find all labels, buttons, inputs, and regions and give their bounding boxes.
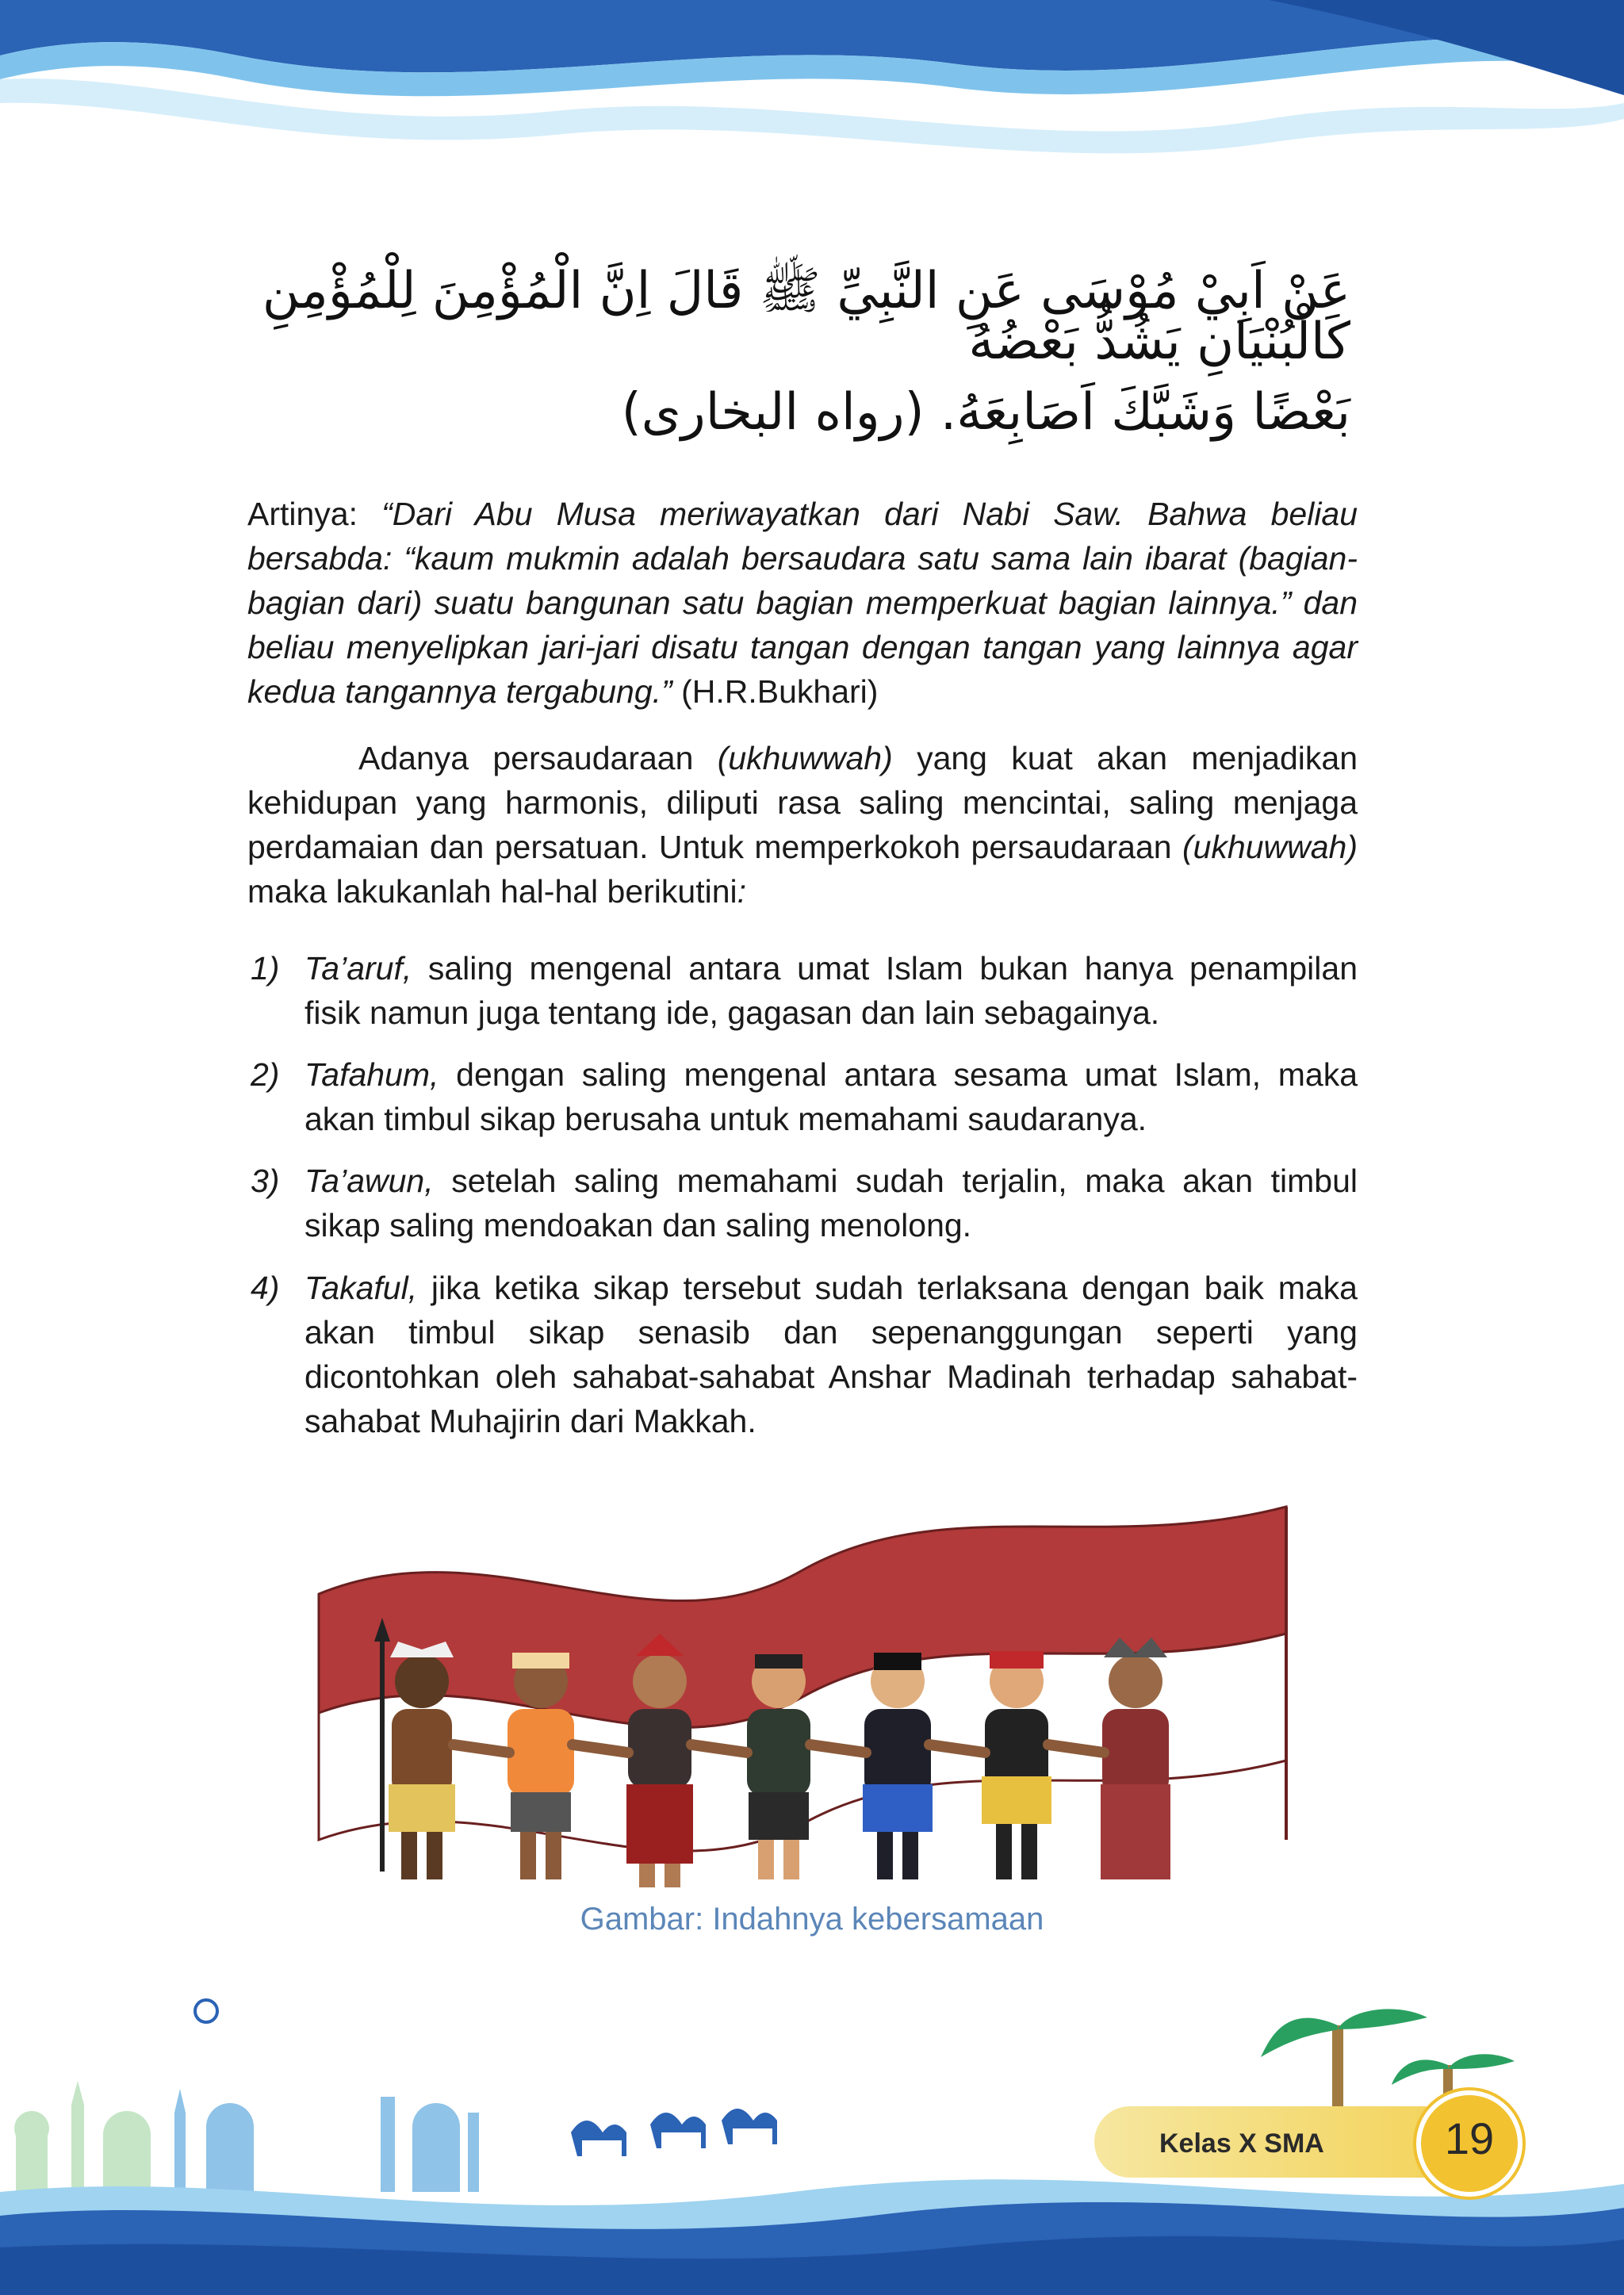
paragraph-text: Adanya persaudaraan xyxy=(358,740,718,776)
person-6 xyxy=(982,1651,1051,1879)
list-number: 2) xyxy=(251,1056,280,1093)
list-item xyxy=(247,1159,1358,1247)
list-number: 1) xyxy=(251,950,280,987)
list-text: setelah saling memahami sudah terjalin, maka akan timbul sikap saling mendoakan dan saling menolong. xyxy=(304,1163,1358,1243)
translation-source: (H.R.Bukhari) xyxy=(672,673,879,710)
list-term: Ta’aruf, xyxy=(304,950,412,987)
togetherness-illustration xyxy=(295,1475,1310,1887)
hadith-translation xyxy=(247,492,1358,714)
ukhuwwah-paragraph xyxy=(247,736,1358,914)
list-number: 3) xyxy=(251,1163,280,1199)
translation-label: Artinya: xyxy=(247,496,382,532)
list-item xyxy=(247,946,1358,1035)
list-text: dengan saling mengenal antara sesama umat Islam, maka akan timbul sikap berusaha untuk memahami saudaranya. xyxy=(304,1056,1358,1137)
person-7 xyxy=(1101,1638,1170,1879)
list-term: Takaful, xyxy=(304,1270,418,1306)
person-1 xyxy=(389,1642,455,1879)
hadith-arabic-line-1: عَنْ اَبِيْ مُوْسَى عَنِ النَّبِيِّ ﷺ قَالَ اِنَّ الْمُؤْمِنَ لِلْمُؤْمِنِ كَالْبُنْيَانِ يَشُدُّ بَعْضُهُ xyxy=(262,262,1350,371)
list-item xyxy=(247,1266,1358,1443)
header-wave-decoration xyxy=(0,0,1624,182)
list-text: saling mengenal antara umat Islam bukan hanya penampilan fisik namun juga tentang ide, gagasan dan lain sebagainya. xyxy=(304,950,1358,1031)
figure-caption: Gambar: Indahnya kebersamaan xyxy=(580,1902,1044,1937)
paragraph-term: (ukhuwwah) xyxy=(1182,829,1358,865)
page-number: 19 xyxy=(1444,2113,1495,2163)
class-label: Kelas X SMA xyxy=(1159,2128,1324,2159)
person-3 xyxy=(626,1634,693,1887)
list-text: jika ketika sikap tersebut sudah terlaksana dengan baik maka akan timbul sikap senasib dan sepenanggungan seperti yang dicontohkan oleh sahabat-sahabat Anshar Madinah terhadap sahabat-sahabat Muhajirin dari Makkah. xyxy=(304,1270,1358,1439)
paragraph-text: maka lakukanlah hal-hal berikutini xyxy=(247,873,737,910)
list-number: 4) xyxy=(251,1270,280,1306)
list-item xyxy=(247,1052,1358,1141)
translation-quote: “Dari Abu Musa meriwayatkan dari Nabi Saw. Bahwa beliau bersabda: “kaum mukmin adalah bersaudara satu sama lain ibarat (bagian-bagian dari) suatu bangunan satu bagian memperkuat bagian lainnya.” dan beliau menyelipkan jari-jari disatu tangan dengan tangan yang lainnya agar kedua tangannya tergabung.” xyxy=(247,496,1358,710)
person-5 xyxy=(863,1653,933,1879)
paragraph-colon: : xyxy=(737,873,747,910)
paragraph-text: yang kuat akan menjadikan kehidupan yang harmonis, diliputi rasa saling mencintai, saling menjaga perdamaian dan persatuan. Untuk memperkokoh persaudaraan xyxy=(247,740,1358,865)
person-2 xyxy=(508,1653,574,1879)
list-term: Tafahum, xyxy=(304,1056,439,1093)
hadith-arabic-line-2: بَعْضًا وَشَبَّكَ اَصَابِعَهُ. (رواه البخارى) xyxy=(621,383,1350,442)
person-4 xyxy=(747,1654,810,1879)
list-term: Ta’awun, xyxy=(304,1163,434,1199)
paragraph-term: (ukhuwwah) xyxy=(717,740,893,776)
